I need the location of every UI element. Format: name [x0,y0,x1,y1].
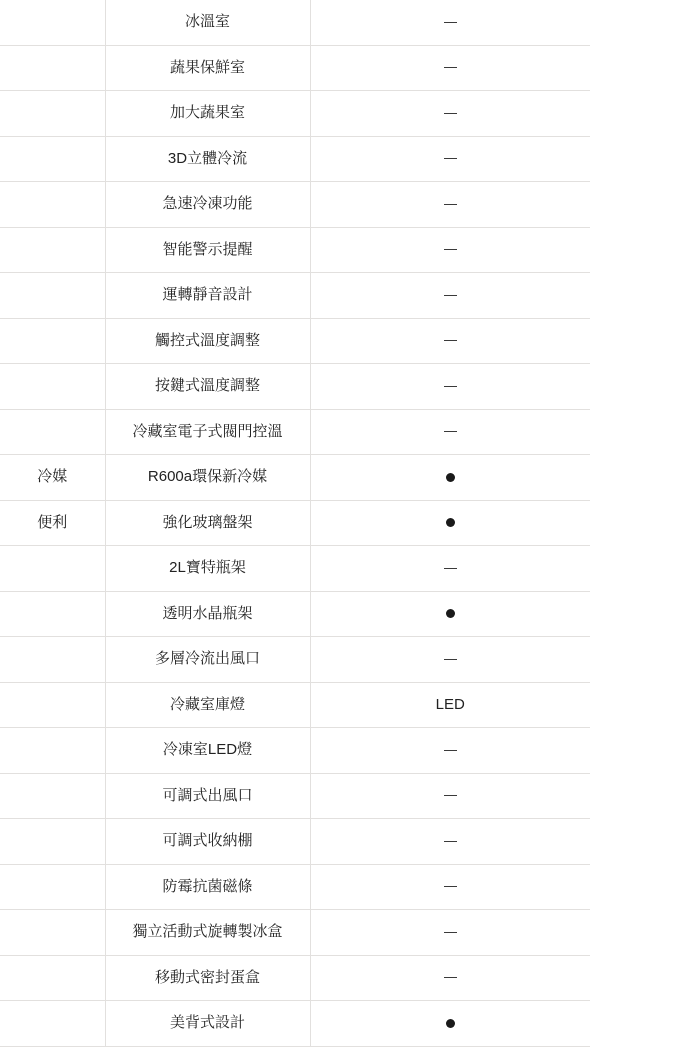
not-supported-dash-icon [444,841,457,842]
spec-value-cell [310,637,590,683]
not-supported-dash-icon [444,977,457,978]
spec-value-cell [310,182,590,228]
supported-dot-icon [446,473,455,482]
table-right-spacer [590,819,700,865]
table-right-spacer [590,0,700,45]
spec-feature-name-cell: 冷藏室庫燈 [105,682,310,728]
spec-category-cell [0,364,105,410]
supported-dot-icon [446,1019,455,1028]
spec-value-cell [310,318,590,364]
table-right-spacer [590,136,700,182]
table-row [0,318,700,364]
spec-value-cell: LED [310,682,590,728]
table-right-spacer [590,455,700,501]
table-row [0,455,700,501]
spec-feature-name-cell: 可調式收納棚 [105,819,310,865]
spec-value-cell [310,364,590,410]
spec-value-cell [310,1001,590,1047]
spec-category-cell: 便利 [0,500,105,546]
table-row [0,136,700,182]
supported-dot-icon [446,609,455,618]
spec-feature-name-cell: 透明水晶瓶架 [105,591,310,637]
spec-category-cell [0,318,105,364]
table-right-spacer [590,364,700,410]
table-row [0,273,700,319]
table-row [0,637,700,683]
spec-category-cell [0,136,105,182]
table-right-spacer [590,682,700,728]
not-supported-dash-icon [444,750,457,751]
table-row [0,728,700,774]
table-right-spacer [590,409,700,455]
table-row [0,364,700,410]
not-supported-dash-icon [444,386,457,387]
not-supported-dash-icon [444,795,457,796]
table-row [0,1001,700,1047]
table-row [0,864,700,910]
spec-feature-name-cell: 防霉抗菌磁條 [105,864,310,910]
table-right-spacer [590,273,700,319]
table-row [0,182,700,228]
spec-value-cell [310,273,590,319]
spec-value-cell [310,728,590,774]
spec-value-cell [310,864,590,910]
spec-category-cell: 冷媒 [0,455,105,501]
spec-feature-name-cell: 可調式出風口 [105,773,310,819]
table-right-spacer [590,728,700,774]
spec-value-cell [310,500,590,546]
spec-category-cell [0,45,105,91]
spec-feature-name-cell: 觸控式溫度調整 [105,318,310,364]
spec-feature-name-cell: 運轉靜音設計 [105,273,310,319]
spec-feature-name-cell: 冰溫室 [105,0,310,45]
not-supported-dash-icon [444,568,457,569]
spec-category-cell [0,773,105,819]
spec-feature-name-cell: 2L寶特瓶架 [105,546,310,592]
spec-category-cell [0,728,105,774]
spec-value-cell [310,0,590,45]
not-supported-dash-icon [444,340,457,341]
spec-feature-name-cell: 智能警示提醒 [105,227,310,273]
table-right-spacer [590,864,700,910]
table-right-spacer [590,546,700,592]
spec-value-cell [310,955,590,1001]
spec-category-cell [0,409,105,455]
spec-value-cell [310,136,590,182]
table-row [0,910,700,956]
spec-feature-name-cell: 急速冷凍功能 [105,182,310,228]
table-row [0,955,700,1001]
not-supported-dash-icon [444,204,457,205]
not-supported-dash-icon [444,431,457,432]
spec-value-cell [310,409,590,455]
table-row [0,773,700,819]
table-right-spacer [590,910,700,956]
table-row [0,0,700,45]
spec-value-cell [310,227,590,273]
spec-feature-name-cell: 按鍵式溫度調整 [105,364,310,410]
spec-value-cell [310,45,590,91]
spec-category-cell [0,955,105,1001]
not-supported-dash-icon [444,659,457,660]
table-right-spacer [590,591,700,637]
spec-value-cell [310,91,590,137]
spec-category-cell [0,910,105,956]
spec-category-cell [0,0,105,45]
table-right-spacer [590,637,700,683]
table-row [0,819,700,865]
spec-feature-name-cell: 獨立活動式旋轉製冰盒 [105,910,310,956]
table-row [0,45,700,91]
table-right-spacer [590,45,700,91]
spec-feature-name-cell: 3D立體冷流 [105,136,310,182]
spec-category-cell [0,1001,105,1047]
spec-feature-name-cell: 移動式密封蛋盒 [105,955,310,1001]
spec-feature-name-cell: 強化玻璃盤架 [105,500,310,546]
spec-value-cell [310,546,590,592]
spec-feature-name-cell: 加大蔬果室 [105,91,310,137]
spec-feature-name-cell: 蔬果保鮮室 [105,45,310,91]
spec-feature-name-cell: 冷藏室電子式閥門控溫 [105,409,310,455]
table-row [0,682,700,728]
spec-feature-name-cell: R600a環保新冷媒 [105,455,310,501]
spec-feature-name-cell: 冷凍室LED燈 [105,728,310,774]
supported-dot-icon [446,518,455,527]
not-supported-dash-icon [444,886,457,887]
spec-value-cell [310,591,590,637]
not-supported-dash-icon [444,22,457,23]
not-supported-dash-icon [444,158,457,159]
not-supported-dash-icon [444,249,457,250]
spec-value-cell [310,910,590,956]
spec-category-cell [0,91,105,137]
table-row [0,591,700,637]
table-right-spacer [590,500,700,546]
table-row [0,546,700,592]
spec-category-cell [0,182,105,228]
table-right-spacer [590,955,700,1001]
table-right-spacer [590,91,700,137]
spec-category-cell [0,273,105,319]
spec-category-cell [0,637,105,683]
spec-category-cell [0,864,105,910]
spec-category-cell [0,227,105,273]
table-row [0,409,700,455]
table-row [0,500,700,546]
table-right-spacer [590,182,700,228]
table-right-spacer [590,318,700,364]
not-supported-dash-icon [444,113,457,114]
spec-category-cell [0,682,105,728]
table-right-spacer [590,773,700,819]
spec-category-cell [0,819,105,865]
spec-value-cell [310,819,590,865]
spec-feature-name-cell: 美背式設計 [105,1001,310,1047]
spec-value-cell [310,455,590,501]
not-supported-dash-icon [444,67,457,68]
not-supported-dash-icon [444,295,457,296]
table-row [0,91,700,137]
spec-value-cell [310,773,590,819]
spec-category-cell [0,546,105,592]
not-supported-dash-icon [444,932,457,933]
table-row [0,227,700,273]
spec-category-cell [0,591,105,637]
spec-feature-name-cell: 多層冷流出風口 [105,637,310,683]
table-right-spacer [590,227,700,273]
table-right-spacer [590,1001,700,1047]
